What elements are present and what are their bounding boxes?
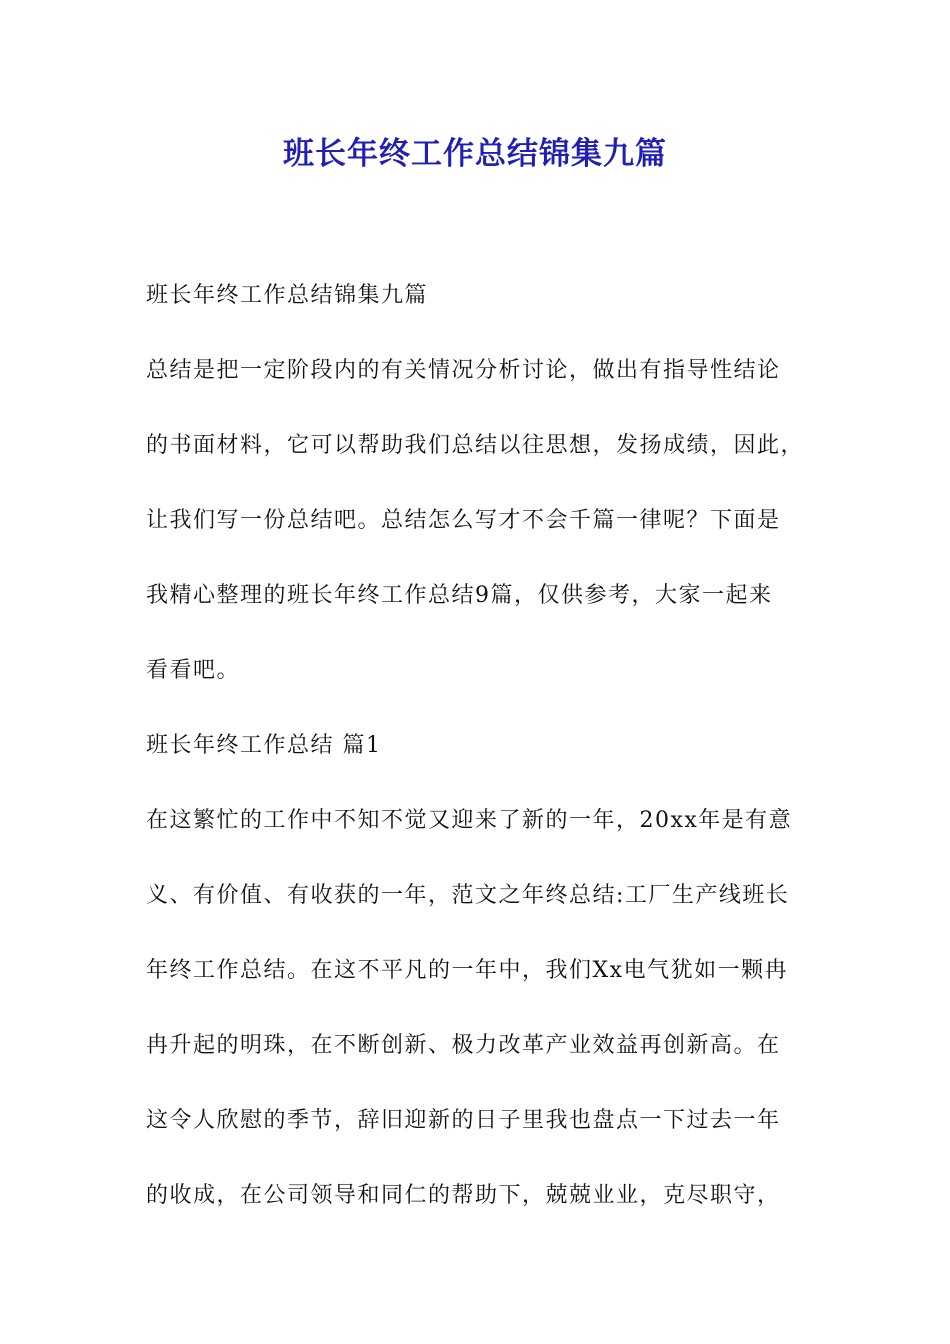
section-heading: [146, 708, 816, 783]
intro-line: 总结是把一定阶段内的有关情况分析讨论，做出有指导性结论: [146, 358, 781, 383]
section-line: 年终工作总结。在这不平凡的一年中，我们Xx电气犹如一颗冉: [146, 958, 789, 983]
intro-paragraph: [146, 333, 816, 708]
intro-line: 我精心整理的班长年终工作总结9篇，仅供参考，大家一起来: [146, 583, 773, 608]
subtitle-line: 班长年终工作总结锦集九篇: [146, 283, 429, 308]
intro-line: 看看吧。: [146, 658, 241, 683]
section-line: 义、有价值、有收获的一年，范文之年终总结:工厂生产线班长: [146, 883, 790, 908]
document-body: [146, 258, 816, 1233]
section-paragraph: [146, 783, 816, 1233]
section-line: 的收成，在公司领导和同仁的帮助下，兢兢业业，克尽职守，: [146, 1183, 781, 1208]
intro-line: 让我们写一份总结吧。总结怎么写才不会千篇一律呢？下面是: [146, 508, 781, 533]
section-line: 这令人欣慰的季节，辞旧迎新的日子里我也盘点一下过去一年: [146, 1108, 781, 1133]
section-heading-line: 班长年终工作总结 篇1: [146, 733, 382, 758]
intro-line: 的书面材料，它可以帮助我们总结以往思想，发扬成绩，因此，: [146, 433, 805, 458]
section-line: 冉升起的明珠，在不断创新、极力改革产业效益再创新高。在: [146, 1033, 781, 1058]
section-line: 在这繁忙的工作中不知不觉又迎来了新的一年，20xx年是有意: [146, 808, 793, 833]
document-title: 班长年终工作总结锦集九篇: [283, 136, 667, 172]
subtitle-paragraph: [146, 258, 816, 333]
